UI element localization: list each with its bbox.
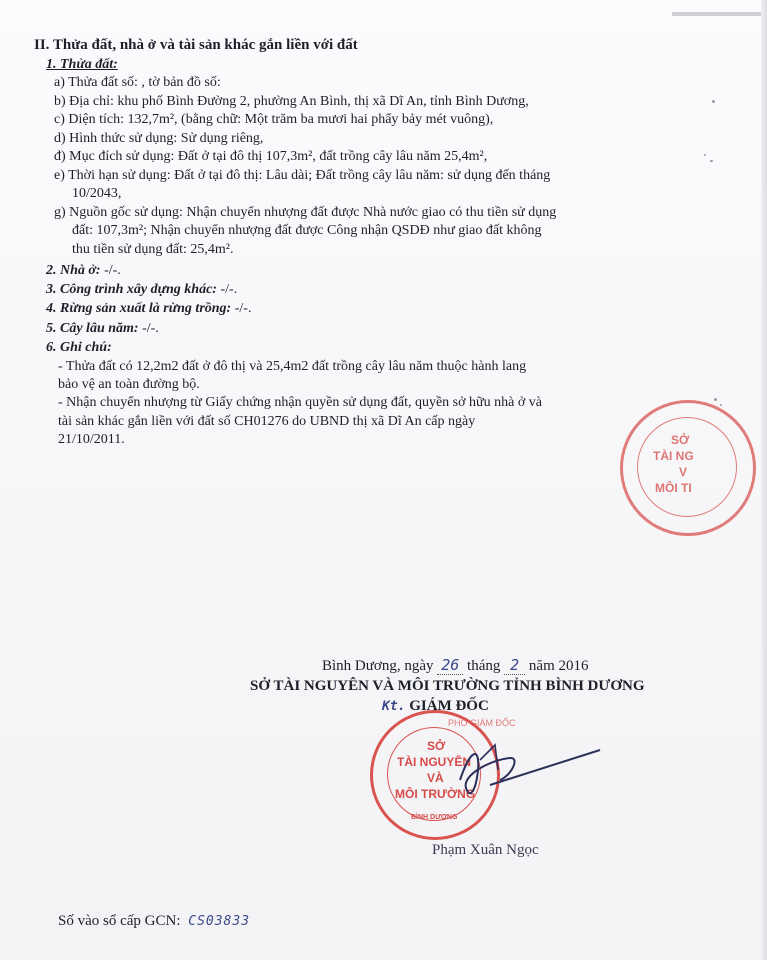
official-stamp: SỞ TÀI NGUYÊN VÀ MÔI TRƯỜNG BÌNH DƯƠNG bbox=[370, 710, 500, 840]
parcel-origin: g) Nguồn gốc sử dụng: Nhận chuyển nhượng đất được Nhà nước giao có thu tiền sử dụng bbox=[54, 205, 557, 220]
parcel-usage-form: d) Hình thức sử dụng: Sử dụng riêng, bbox=[54, 131, 264, 146]
signer-name: Phạm Xuân Ngọc bbox=[432, 842, 539, 858]
note-2: - Nhận chuyển nhượng từ Giấy chứng nhận quyền sử dụng đất, quyền sở hữu nhà ở và bbox=[58, 395, 542, 410]
speck bbox=[710, 160, 713, 162]
notes-heading: 6. Ghi chú: bbox=[46, 340, 112, 355]
speck bbox=[720, 404, 722, 406]
forest-item: 4. Rừng sản xuất là rừng trồng: -/-. bbox=[46, 301, 252, 316]
signer-role: Kt. GIÁM ĐỐC bbox=[382, 698, 489, 714]
note-2-cont-2: 21/10/2011. bbox=[58, 432, 125, 447]
perennial-item: 5. Cây lâu năm: -/-. bbox=[46, 321, 159, 336]
date-day: 26 bbox=[437, 656, 463, 675]
registry-value: CS03833 bbox=[188, 914, 251, 929]
construction-item: 3. Công trình xây dựng khác: -/-. bbox=[46, 282, 238, 297]
parcel-number: a) Thửa đất số: , tờ bản đồ số: bbox=[54, 75, 221, 90]
registry-number: Số vào sổ cấp GCN: CS03833 bbox=[58, 913, 251, 929]
note-2-cont: tài sản khác gắn liền với đất số CH01276 do UBND thị xã Dĩ An cấp ngày bbox=[58, 414, 476, 429]
parcel-origin-cont: đất: 107,3m²; Nhận chuyển nhượng đất được Công nhận QSDĐ như giao đất không bbox=[72, 223, 542, 238]
note-1-cont: bảo vệ an toàn đường bộ. bbox=[58, 377, 200, 392]
parcel-heading: 1. Thửa đất: bbox=[46, 57, 118, 72]
note-1: - Thửa đất có 12,2m2 đất ở đô thị và 25,4m2 đất trồng cây lâu năm thuộc hành lang bbox=[58, 359, 527, 374]
parcel-purpose: đ) Mục đích sử dụng: Đất ở tại đô thị 107,3m², đất trồng cây lâu năm 25,4m², bbox=[54, 149, 488, 164]
page-edge-shadow bbox=[761, 0, 767, 960]
parcel-term-cont: 10/2043, bbox=[72, 186, 122, 201]
side-stamp: SỞ TÀI NG V MÔI TI bbox=[620, 400, 756, 536]
parcel-term: e) Thời hạn sử dụng: Đất ở tại đô thị: Lâu dài; Đất trồng cây lâu năm: sử dụng đến tháng bbox=[54, 168, 551, 183]
date-month: 2 bbox=[504, 656, 525, 675]
parcel-address: b) Địa chỉ: khu phố Bình Đường 2, phường An Bình, thị xã Dĩ An, tỉnh Bình Dương, bbox=[54, 94, 529, 109]
house-item: 2. Nhà ở: -/-. bbox=[46, 263, 121, 278]
page-edge bbox=[672, 12, 767, 16]
speck bbox=[712, 100, 715, 103]
speck bbox=[704, 154, 706, 156]
section-title: II. Thửa đất, nhà ở và tài sản khác gắn liền với đất bbox=[34, 37, 358, 53]
signature-mark bbox=[400, 730, 610, 820]
parcel-origin-cont-2: thu tiền sử dụng đất: 25,4m². bbox=[72, 242, 234, 257]
speck bbox=[714, 398, 717, 401]
deputy-label: PHÓ GIÁM ĐỐC bbox=[448, 718, 516, 728]
date-line: Bình Dương, ngày 26 tháng 2 năm 2016 bbox=[322, 656, 589, 674]
parcel-area: c) Diện tích: 132,7m², (bằng chữ: Một trăm ba mươi hai phẩy bảy mét vuông), bbox=[54, 112, 494, 127]
agency-name: SỞ TÀI NGUYÊN VÀ MÔI TRƯỜNG TỈNH BÌNH DƯƠNG bbox=[250, 678, 645, 694]
